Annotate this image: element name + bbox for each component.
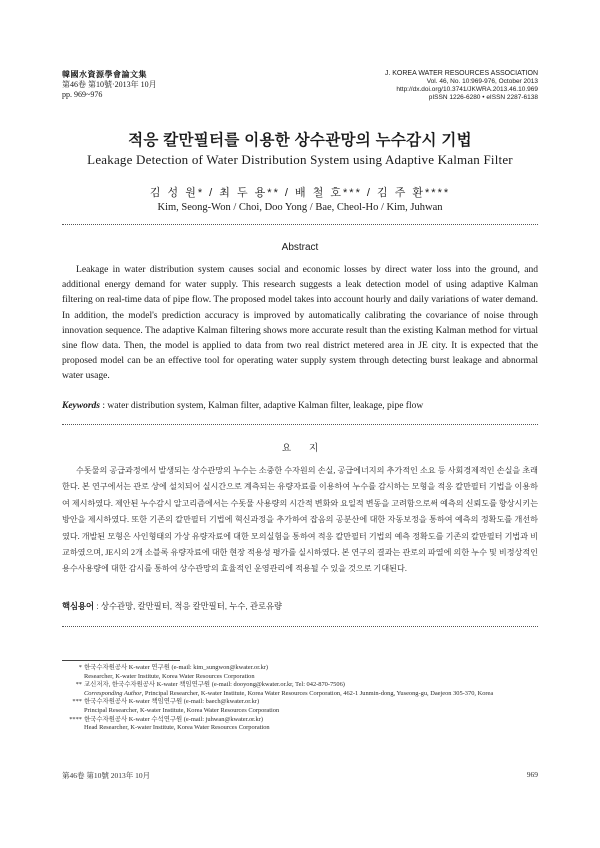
keywords-korean-label: 핵심용어 bbox=[62, 601, 95, 611]
footnote-item bbox=[62, 716, 538, 733]
footnote-mark: *** bbox=[72, 698, 82, 706]
footnote-mark: * bbox=[78, 664, 82, 671]
title-english: Leakage Detection of Water Distribution System using Adaptive Kalman Filter bbox=[87, 152, 513, 167]
footnote-item bbox=[62, 698, 538, 715]
footnote-item bbox=[62, 664, 538, 681]
footnote-affiliation-english: Researcher, K-water Institute, Korea Water Resources Corporation bbox=[84, 672, 255, 680]
footnote-affiliation-korean: 한국수자원공사 K-water 연구원 (e-mail: kim_sungwon@kwater.or.kr) bbox=[84, 664, 269, 671]
keywords-korean bbox=[62, 600, 538, 612]
keywords-list: : water distribution system, Kalman filter, adaptive Kalman filter, leakage, pipe flow bbox=[100, 401, 424, 411]
abstract-body: Leakage in water distribution system causes social and economic losses by direct water loss into the ground, and additional energy demand for water supply. This research suggests a leak detection model of using adaptive Kalman filtering on real-time data of pipe flow. The proposed model takes into account hourly and daily variations of water demand. In addition, the model's prediction accuracy is improved by automatically calibrating the covariance of noise through innovation sequence. The adaptive Kalman filtering shows more accurate result than the existing Kalman method for virtual sine flow data. Then, the model is applied to data from two real district metered area in JE city. It is expected that the proposed model can be an effective tool for operating water supply system through detecting burst leakage and abnormal water usage. bbox=[62, 264, 538, 382]
footnote-affiliation-english: Principal Researcher, K-water Institute, Korea Water Resources Corporation bbox=[84, 706, 280, 714]
authors-korean: 김 성 원* / 최 두 용** / 배 철 호*** / 김 주 환**** bbox=[149, 187, 451, 199]
keywords-english bbox=[62, 400, 538, 413]
footnote-mark: ** bbox=[75, 681, 82, 689]
footnote-item bbox=[62, 681, 538, 698]
journal-header-english bbox=[385, 70, 538, 102]
divider bbox=[62, 224, 538, 225]
title-korean: 적응 칼만필터를 이용한 상수관망의 누수감시 기법 bbox=[128, 132, 472, 149]
footnote-affiliation-korean: 한국수자원공사 K-water 수석연구원 (e-mail: juhwan@kwater.or.kr) bbox=[84, 715, 263, 723]
authors-english: Kim, Seong-Won / Choi, Doo Yong / Bae, Cheol-Ho / Kim, Juhwan bbox=[157, 202, 443, 213]
footer-issue: 第46卷 第10號 2013年 10月 bbox=[62, 771, 151, 780]
journal-title-english: J. KOREA WATER RESOURCES ASSOCIATION bbox=[384, 70, 538, 77]
footnote-affiliation-english: Corresponding Author, Principal Researcher, K-water Institute, Korea Water Resources Corporation, 462-1 Junmin-dong, Yuseong-gu, Daejeon 305-370, Korea bbox=[84, 689, 494, 697]
divider bbox=[62, 626, 538, 627]
footnote-rule bbox=[62, 660, 180, 661]
journal-volume-korean: 第46卷 第10號·2013年 10月 bbox=[62, 80, 157, 89]
issn: pISSN 1226-6280 • eISSN 2287-6138 bbox=[428, 94, 538, 101]
page-number: 969 bbox=[526, 770, 538, 779]
korean-abstract-body: 수돗물의 공급과정에서 발생되는 상수관망의 누수는 소중한 수자원의 손실, 공급에너지의 추가적인 소요 등 사회경제적인 손실을 초래한다. 본 연구에서는 관로 상에 설치되어 실시간으로 계측되는 유량자료를 이용하여 누수를 감시하는 모형을 적응 칼만필터 기법을 이용하여 제시하였다. 제안된 누수감시 알고리즘에서는 수돗물 사용량의 시간적 변화와 요일적 변동을 고려함으로써 예측의 신뢰도를 향상시키는 방안을 제시하였다. 또한 기존의 칼만필터 기법에 혁신과정을 추가하여 잡음의 공분산에 대한 자동보정을 통하여 예측의 정확도를 개선하였다. 개발된 모형은 사인형태의 가상 유량자료에 대한 모의실험을 통하여 적응 칼만필터 기법의 예측 정확도를 기존의 칼만필터 기법과 비교하였으며, JE시의 2개 소블록 유량자료에 대한 현장 적용성 평가를 실시하였다. 본 연구의 결과는 관로의 파열에 의한 누수 및 비정상적인 용수사용량에 대한 감시를 통하여 상수관망의 효율적인 운영관리에 적용될 수 있을 것으로 기대된다. bbox=[62, 466, 539, 574]
abstract-heading: Abstract bbox=[281, 242, 319, 253]
journal-volume-english: Vol. 46, No. 10:969-976, October 2013 bbox=[426, 78, 538, 85]
footnote-mark: **** bbox=[69, 715, 82, 723]
keywords-korean-list: : 상수관망, 칼만필터, 적응 칼만필터, 누수, 관로유량 bbox=[94, 601, 283, 611]
doi-link[interactable]: http://dx.doi.org/10.3741/JKWRA.2013.46.10.969 bbox=[396, 86, 538, 93]
korean-abstract-heading: 요지 bbox=[281, 443, 337, 454]
footnotes bbox=[62, 664, 538, 733]
journal-header-korean bbox=[62, 70, 157, 100]
footnote-affiliation-korean: 교신저자, 한국수자원공사 K-water 책임연구원 (e-mail: dooyong@kwater.or.kr, Tel: 042-870-7506) bbox=[84, 681, 345, 689]
journal-title-korean: 韓國水資源學會論文集 bbox=[62, 70, 147, 79]
keywords-label: Keywords bbox=[62, 401, 100, 411]
divider bbox=[62, 424, 538, 425]
journal-pages: pp. 969~976 bbox=[62, 90, 103, 99]
footnote-affiliation-english: Head Researcher, K-water Institute, Korea Water Resources Corporation bbox=[84, 724, 270, 732]
footnote-affiliation-korean: 한국수자원공사 K-water 책임연구원 (e-mail: baech@kwater.or.kr) bbox=[84, 698, 260, 706]
